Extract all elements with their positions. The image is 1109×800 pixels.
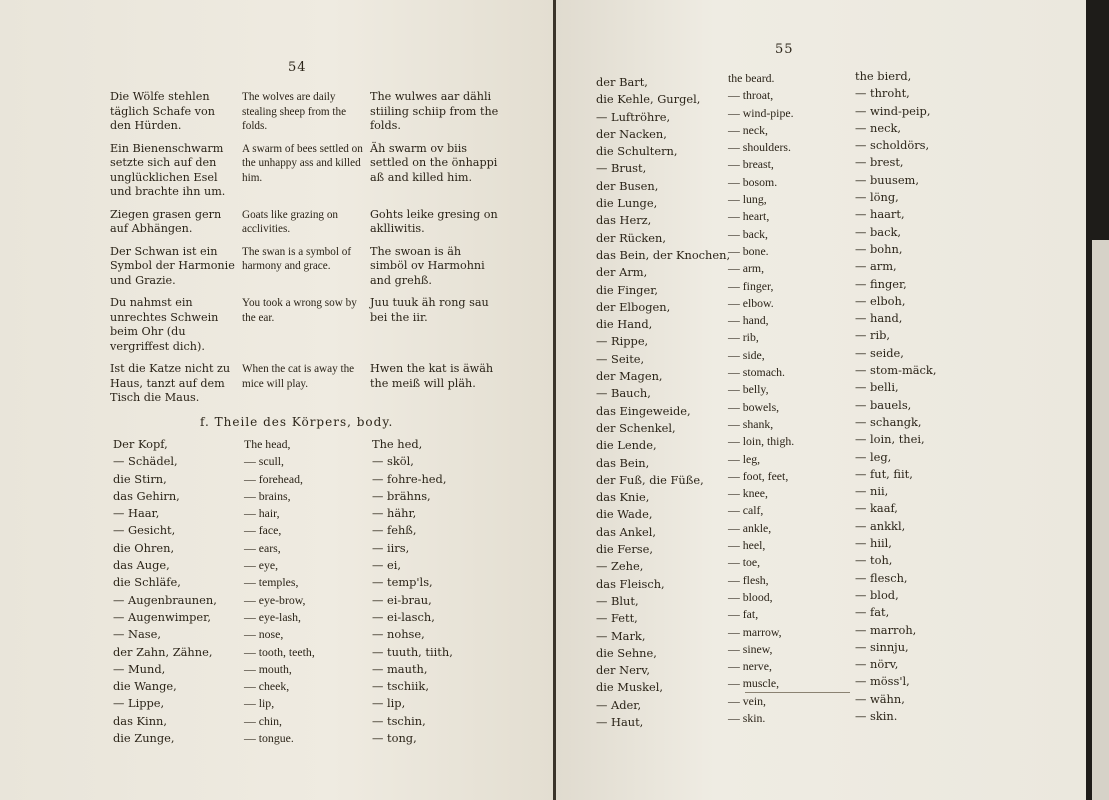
vocab-entry: — elbow. bbox=[728, 295, 774, 310]
vocab-entry: — schangk, bbox=[855, 414, 922, 429]
vocab-entry: — knee, bbox=[728, 486, 768, 501]
vocab-entry: die Finger, bbox=[596, 282, 659, 297]
vocab-entry: — sinew, bbox=[728, 641, 773, 656]
vocab-entry: — scull, bbox=[244, 454, 284, 469]
vocab-entry: die Kehle, Gurgel, bbox=[596, 92, 701, 107]
vocab-entry: das Knie, bbox=[596, 490, 650, 505]
vocab-entry: — elboh, bbox=[855, 293, 906, 308]
vocab-entry: — tooth, teeth, bbox=[244, 644, 315, 659]
vocab-entry: die Schultern, bbox=[596, 144, 678, 159]
vocab-entry: — kaaf, bbox=[855, 501, 898, 516]
german-word-list bbox=[596, 74, 730, 731]
vocab-entry: — buusem, bbox=[855, 172, 919, 187]
vocab-entry: — fut, fiit, bbox=[855, 466, 913, 481]
phrase-english: The wolves are daily stealing sheep from the folds. bbox=[242, 91, 347, 132]
vocab-entry: — brains, bbox=[244, 488, 291, 503]
phrase-english: Goats like grazing on acclivities. bbox=[242, 208, 339, 235]
vocab-entry: — brest, bbox=[855, 155, 904, 170]
phrase-phonetic: The swoan is äh simböl ov Harmohni and grehß. bbox=[370, 244, 485, 287]
vocab-entry: — fehß, bbox=[372, 523, 417, 538]
vocab-entry: — löng, bbox=[855, 190, 899, 205]
vocab-entry: der Fuß, die Füße, bbox=[596, 472, 704, 487]
vocab-entry: — hähr, bbox=[372, 506, 417, 521]
vocab-entry: — vein, bbox=[728, 693, 767, 708]
vocab-entry: — Brust, bbox=[596, 161, 647, 176]
vocab-entry: — bone. bbox=[728, 243, 769, 258]
vocab-entry: — ankkl, bbox=[855, 518, 906, 533]
vocab-entry: — Mark, bbox=[596, 628, 646, 643]
vocab-entry: die Wade, bbox=[596, 507, 653, 522]
vocab-entry: — bohn, bbox=[855, 241, 903, 256]
vocab-entry: — wind-pipe. bbox=[728, 105, 794, 120]
vocab-entry: die Wange, bbox=[113, 679, 177, 694]
vocab-entry: — lung, bbox=[728, 192, 767, 207]
vocab-entry: — brähns, bbox=[372, 488, 431, 503]
vocab-entry: — Bauch, bbox=[596, 386, 651, 401]
vocab-entry: — nerve, bbox=[728, 659, 772, 674]
vocab-entry: — skin. bbox=[728, 710, 766, 725]
english-word-list bbox=[244, 436, 315, 747]
vocab-entry: — chin, bbox=[244, 713, 283, 728]
vocab-entry: die Muskel, bbox=[596, 680, 664, 695]
vocab-entry: — neck, bbox=[728, 122, 768, 137]
page-number: 54 bbox=[288, 60, 307, 75]
vocab-entry: — fat, bbox=[728, 607, 759, 622]
vocab-entry: — tuuth, tiith, bbox=[372, 644, 453, 659]
vocab-entry: — nii, bbox=[855, 484, 889, 499]
vocab-entry: — tschin, bbox=[372, 713, 426, 728]
vocab-entry: — toh, bbox=[855, 553, 893, 568]
phrase-phonetic: The wulwes aar dähli stiiling schiip from the folds. bbox=[370, 90, 499, 132]
vocab-entry: — mouth, bbox=[244, 661, 292, 676]
vocab-entry: der Elbogen, bbox=[596, 299, 671, 314]
vocab-entry: — shank, bbox=[728, 416, 774, 431]
vocab-entry: — skin. bbox=[855, 708, 898, 723]
vocab-entry: — hair, bbox=[244, 506, 280, 521]
phrase-german: Du nahmst ein unrechtes Schwein beim Ohr (du vergriffest dich). bbox=[110, 296, 219, 353]
vocab-entry: — Mund, bbox=[113, 661, 166, 676]
vocab-entry: — lip, bbox=[244, 696, 275, 711]
vocab-entry: — Lippe, bbox=[113, 696, 165, 711]
vocab-entry: — calf, bbox=[728, 503, 764, 518]
vocab-entry: — blod, bbox=[855, 587, 899, 602]
vocab-entry: — hand, bbox=[855, 311, 903, 326]
vocab-entry: — neck, bbox=[855, 120, 901, 135]
vocab-entry: — fohre-hed, bbox=[372, 471, 447, 486]
german-word-list bbox=[113, 436, 217, 747]
vocab-entry: the beard. bbox=[728, 71, 775, 85]
vocab-entry: — lip, bbox=[372, 696, 406, 711]
vocab-entry: — cheek, bbox=[244, 679, 290, 694]
vocab-entry: der Arm, bbox=[596, 265, 648, 280]
vocab-entry: — möss'l, bbox=[855, 674, 910, 689]
vocab-entry: — Fett, bbox=[596, 611, 638, 626]
vocab-entry: die Ferse, bbox=[596, 542, 653, 557]
vocab-entry: — Rippe, bbox=[596, 334, 649, 349]
vocab-entry: — fat, bbox=[855, 605, 890, 620]
vocab-entry: — finger, bbox=[728, 278, 774, 293]
vocab-entry: — marroh, bbox=[855, 622, 917, 637]
vocab-entry: der Nacken, bbox=[596, 126, 667, 141]
vocab-entry: — wähn, bbox=[855, 691, 905, 706]
vocab-entry: — arm, bbox=[728, 261, 765, 276]
phrase-english: The swan is a symbol of harmony and grace. bbox=[242, 245, 352, 272]
vocab-entry: — leg, bbox=[855, 449, 892, 464]
vocab-entry: der Nerv, bbox=[596, 663, 650, 678]
vocab-entry: — haart, bbox=[855, 207, 905, 222]
phrase-german: Der Schwan ist ein Symbol der Harmonie und Grazie. bbox=[110, 244, 235, 287]
vocab-entry: — stomach. bbox=[728, 365, 786, 380]
vocab-entry: — finger, bbox=[855, 276, 907, 291]
vocab-entry: Der Kopf, bbox=[113, 437, 168, 451]
vocab-entry: — scholdörs, bbox=[855, 138, 930, 153]
vocab-entry: — throht, bbox=[855, 86, 910, 101]
next-page-edge bbox=[1092, 240, 1109, 800]
vocab-entry: — temp'ls, bbox=[372, 575, 433, 590]
vocab-entry: — Gesicht, bbox=[113, 523, 176, 538]
vocab-entry: — seide, bbox=[855, 345, 904, 360]
vocab-entry: die Hand, bbox=[596, 317, 653, 332]
vocab-entry: — marrow, bbox=[728, 624, 782, 639]
vocab-entry: das Ankel, bbox=[596, 524, 657, 539]
vocab-entry: die Lende, bbox=[596, 438, 657, 453]
vocab-entry: das Bein, bbox=[596, 455, 650, 470]
vocab-entry: — ankle, bbox=[728, 520, 772, 535]
vocab-entry: — leg, bbox=[728, 451, 761, 466]
vocab-entry: die Sehne, bbox=[596, 645, 657, 660]
vocab-entry: — tong, bbox=[372, 731, 417, 746]
vocab-entry: — hand, bbox=[728, 313, 769, 328]
vocab-entry: — toe, bbox=[728, 555, 761, 570]
vocab-entry: — eye-lash, bbox=[244, 609, 301, 624]
vocab-entry: — nohse, bbox=[372, 627, 425, 642]
vocab-entry: the bierd, bbox=[855, 69, 912, 83]
phrase-german: Ist die Katze nicht zu Haus, tanzt auf dem Tisch die Maus. bbox=[110, 362, 231, 404]
vocab-entry: — shoulders. bbox=[728, 140, 791, 155]
page-number: 55 bbox=[775, 42, 794, 57]
vocab-entry: — Ader, bbox=[596, 697, 642, 712]
vocab-entry: der Schenkel, bbox=[596, 420, 676, 435]
vocab-entry: — ei, bbox=[372, 558, 402, 573]
vocab-entry: — flesch, bbox=[855, 570, 908, 585]
phrase-phonetic: Äh swarm ov biis settled on the önhappi aß and killed him. bbox=[370, 141, 498, 184]
vocab-entry: — forehead, bbox=[244, 471, 303, 486]
vocab-entry: — tongue. bbox=[244, 731, 294, 746]
closing-rule bbox=[745, 692, 850, 693]
vocab-entry: — heel, bbox=[728, 538, 766, 553]
vocab-entry: — Nase, bbox=[113, 627, 161, 642]
vocab-entry: — throat, bbox=[728, 88, 774, 103]
vocab-entry: — breast, bbox=[728, 157, 774, 172]
vocab-entry: das Eingeweide, bbox=[596, 403, 691, 418]
vocab-entry: — Augenwimper, bbox=[113, 609, 211, 624]
vocab-entry: — Haar, bbox=[113, 506, 160, 521]
vocab-entry: — side, bbox=[728, 347, 765, 362]
vocab-entry: — arm, bbox=[855, 259, 897, 274]
phrase-german: Ziegen grasen gern auf Abhängen. bbox=[110, 207, 222, 235]
vocab-entry: — blood, bbox=[728, 589, 773, 604]
vocab-entry: — rib, bbox=[855, 328, 891, 343]
phrase-phonetic: Hwen the kat is äwäh the meiß will pläh. bbox=[370, 362, 494, 390]
phrase-english: When the cat is away the mice will play. bbox=[242, 363, 355, 390]
phrase-german: Die Wölfe stehlen täglich Schafe von den Hürden. bbox=[110, 90, 215, 132]
phrase-german: Ein Bienenschwarm setzte sich auf den unglücklichen Esel und brachte ihn um. bbox=[110, 141, 226, 198]
vocab-entry: The hed, bbox=[372, 437, 423, 451]
vocab-entry: die Ohren, bbox=[113, 540, 175, 555]
vocab-entry: — ears, bbox=[244, 540, 281, 555]
vocab-entry: der Zahn, Zähne, bbox=[113, 644, 213, 659]
vocab-entry: — muscle, bbox=[728, 676, 780, 691]
vocab-entry: — bauels, bbox=[855, 397, 912, 412]
vocab-entry: das Bein, der Knochen, bbox=[596, 247, 731, 262]
english-word-list bbox=[728, 70, 794, 727]
vocab-entry: — heart, bbox=[728, 209, 770, 224]
vocab-entry: der Rücken, bbox=[596, 230, 666, 245]
vocab-entry: — stom-mäck, bbox=[855, 363, 937, 378]
vocab-entry: — sinnju, bbox=[855, 639, 909, 654]
vocab-entry: — rib, bbox=[728, 330, 759, 345]
vocab-entry: — Blut, bbox=[596, 593, 639, 608]
vocab-entry: — back, bbox=[855, 224, 901, 239]
vocab-entry: der Busen, bbox=[596, 178, 659, 193]
vocab-entry: — eye, bbox=[244, 558, 279, 573]
vocab-entry: — belly, bbox=[728, 382, 769, 397]
vocab-entry: die Zunge, bbox=[113, 731, 175, 746]
section-title: f. Theile des Körpers, body. bbox=[200, 415, 394, 429]
vocab-entry: — wind-peip, bbox=[855, 103, 931, 118]
vocab-entry: — bowels, bbox=[728, 399, 780, 414]
vocab-entry: der Bart, bbox=[596, 75, 648, 89]
vocab-entry: — flesh, bbox=[728, 572, 769, 587]
vocab-entry: — hiil, bbox=[855, 536, 892, 551]
vocab-entry: — face, bbox=[244, 523, 282, 538]
vocab-entry: — temples, bbox=[244, 575, 299, 590]
vocab-entry: — Seite, bbox=[596, 351, 645, 366]
vocab-entry: — back, bbox=[728, 226, 768, 241]
vocab-entry: das Fleisch, bbox=[596, 576, 665, 591]
vocab-entry: die Lunge, bbox=[596, 196, 658, 211]
phrase-english: A swarm of bees settled on the unhappy ass and killed him. bbox=[242, 142, 363, 184]
vocab-entry: — loin, thei, bbox=[855, 432, 925, 447]
vocab-entry: — foot, feet, bbox=[728, 468, 789, 483]
vocab-entry: — belli, bbox=[855, 380, 899, 395]
vocab-entry: — sköl, bbox=[372, 454, 414, 469]
vocab-entry: — bosom. bbox=[728, 174, 778, 189]
vocab-entry: die Stirn, bbox=[113, 471, 167, 486]
vocab-entry: — iirs, bbox=[372, 540, 410, 555]
vocab-entry: — Augenbraunen, bbox=[113, 592, 217, 607]
vocab-entry: das Kinn, bbox=[113, 713, 167, 728]
phrase-table bbox=[110, 90, 500, 406]
phrase-phonetic: Juu tuuk äh rong sau bei the iir. bbox=[370, 296, 489, 324]
phrase-phonetic: Gohts leike gresing on aklliwitis. bbox=[370, 207, 498, 235]
vocab-entry: der Magen, bbox=[596, 369, 663, 384]
vocab-entry: — Schädel, bbox=[113, 454, 178, 469]
phrase-english: You took a wrong sow by the ear. bbox=[242, 297, 357, 324]
vocab-entry: — nörv, bbox=[855, 657, 899, 672]
vocab-entry: — nose, bbox=[244, 627, 284, 642]
vocab-entry: — Zehe, bbox=[596, 559, 644, 574]
vocab-entry: — ei-brau, bbox=[372, 592, 432, 607]
vocab-entry: die Schläfe, bbox=[113, 575, 181, 590]
vocab-entry: — loin, thigh. bbox=[728, 434, 795, 449]
vocab-entry: — eye-brow, bbox=[244, 592, 306, 607]
vocab-entry: — ei-lasch, bbox=[372, 609, 435, 624]
phonetic-word-list bbox=[855, 68, 936, 725]
phonetic-word-list bbox=[372, 436, 453, 747]
vocab-entry: das Auge, bbox=[113, 558, 170, 573]
vocab-entry: — Luftröhre, bbox=[596, 109, 671, 124]
vocab-entry: — Haut, bbox=[596, 714, 644, 729]
vocab-entry: — tschiik, bbox=[372, 679, 429, 694]
vocab-entry: das Herz, bbox=[596, 213, 652, 228]
vocab-entry: The head, bbox=[244, 437, 291, 451]
vocab-entry: das Gehirn, bbox=[113, 488, 180, 503]
vocab-entry: — mauth, bbox=[372, 661, 428, 676]
